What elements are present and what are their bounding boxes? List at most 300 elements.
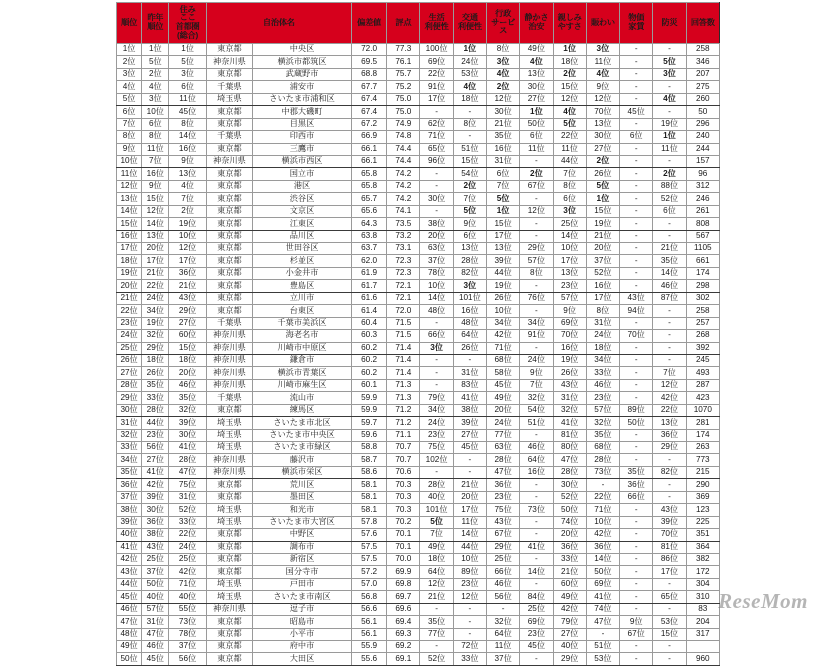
col-header-bustle: 賑わい — [586, 3, 619, 44]
table-row — [117, 292, 720, 304]
deviation-cell: 58.6 — [351, 466, 386, 478]
responses-cell: 1105 — [686, 243, 719, 255]
life-convenience-cell: 21位 — [420, 591, 453, 603]
score-cell: 71.3 — [387, 379, 420, 391]
prefecture-cell: 千葉県 — [206, 317, 252, 329]
prices-rent-cell: - — [620, 143, 653, 155]
table-row — [117, 616, 720, 628]
prefecture-cell: 東京都 — [206, 641, 252, 653]
deviation-cell: 56.8 — [351, 591, 386, 603]
life-convenience-cell: 3位 — [420, 342, 453, 354]
transport-cell: 33位 — [453, 653, 486, 665]
life-convenience-cell: 34位 — [420, 404, 453, 416]
sumikokochi-cell: 15位 — [169, 342, 206, 354]
admin-service-cell: 63位 — [487, 442, 520, 454]
rank-cell: 46位 — [117, 603, 142, 615]
prices-rent-cell: - — [620, 541, 653, 553]
rank-cell: 41位 — [117, 541, 142, 553]
prices-rent-cell: - — [620, 342, 653, 354]
quiet-safety-cell: - — [520, 516, 553, 528]
rank-cell: 7位 — [117, 118, 142, 130]
score-cell: 69.7 — [387, 591, 420, 603]
disaster-cell: 86位 — [653, 553, 686, 565]
city-cell: さいたま市中央区 — [253, 429, 352, 441]
friendliness-cell: 12位 — [553, 93, 586, 105]
disaster-cell: - — [653, 230, 686, 242]
life-convenience-cell: - — [420, 180, 453, 192]
responses-cell: 246 — [686, 193, 719, 205]
disaster-cell: 17位 — [653, 566, 686, 578]
score-cell: 69.6 — [387, 603, 420, 615]
life-convenience-cell: 65位 — [420, 143, 453, 155]
transport-cell: 48位 — [453, 317, 486, 329]
deviation-cell: 60.2 — [351, 354, 386, 366]
deviation-cell: 67.2 — [351, 118, 386, 130]
sumikokochi-cell: 52位 — [169, 504, 206, 516]
admin-service-cell: 26位 — [487, 292, 520, 304]
friendliness-cell: 1位 — [553, 44, 586, 56]
quiet-safety-cell: 4位 — [520, 56, 553, 68]
score-cell: 70.3 — [387, 479, 420, 491]
prices-rent-cell: 36位 — [620, 479, 653, 491]
prefecture-cell: 東京都 — [206, 193, 252, 205]
disaster-cell: 3位 — [653, 68, 686, 80]
bustle-cell: 23位 — [586, 392, 619, 404]
disaster-cell: 7位 — [653, 367, 686, 379]
responses-cell: 493 — [686, 367, 719, 379]
score-cell: 71.5 — [387, 330, 420, 342]
prices-rent-cell: - — [620, 155, 653, 167]
life-convenience-cell: 37位 — [420, 255, 453, 267]
friendliness-cell: 16位 — [553, 342, 586, 354]
rank-cell: 25位 — [117, 342, 142, 354]
friendliness-cell: 7位 — [553, 168, 586, 180]
bustle-cell: - — [586, 479, 619, 491]
city-cell: 和光市 — [253, 504, 352, 516]
prefecture-cell: 埼玉県 — [206, 442, 252, 454]
deviation-cell: 57.5 — [351, 541, 386, 553]
score-cell: 69.2 — [387, 641, 420, 653]
score-cell: 70.7 — [387, 454, 420, 466]
sumikokochi-cell: 8位 — [169, 118, 206, 130]
last-rank-cell: 44位 — [142, 417, 169, 429]
friendliness-cell: 33位 — [553, 553, 586, 565]
admin-service-cell: 12位 — [487, 93, 520, 105]
prices-rent-cell: - — [620, 641, 653, 653]
responses-cell: 258 — [686, 44, 719, 56]
prefecture-cell: 神奈川県 — [206, 342, 252, 354]
city-cell: 藤沢市 — [253, 454, 352, 466]
transport-cell: 17位 — [453, 504, 486, 516]
admin-service-cell: 1位 — [487, 205, 520, 217]
friendliness-cell: 25位 — [553, 218, 586, 230]
responses-cell: 364 — [686, 541, 719, 553]
sumikokochi-cell: 21位 — [169, 280, 206, 292]
disaster-cell: - — [653, 491, 686, 503]
rank-cell: 34位 — [117, 454, 142, 466]
deviation-cell: 60.3 — [351, 330, 386, 342]
life-convenience-cell: 30位 — [420, 193, 453, 205]
quiet-safety-cell: 23位 — [520, 628, 553, 640]
deviation-cell: 68.8 — [351, 68, 386, 80]
life-convenience-cell: 18位 — [420, 553, 453, 565]
table-row — [117, 541, 720, 553]
sumikokochi-cell: 71位 — [169, 578, 206, 590]
prefecture-cell: 東京都 — [206, 404, 252, 416]
bustle-cell: 5位 — [586, 180, 619, 192]
prices-rent-cell: - — [620, 392, 653, 404]
table-row — [117, 591, 720, 603]
sumikokochi-cell: 25位 — [169, 553, 206, 565]
disaster-cell: - — [653, 354, 686, 366]
score-cell: 75.0 — [387, 106, 420, 118]
life-convenience-cell: 91位 — [420, 81, 453, 93]
transport-cell: 10位 — [453, 553, 486, 565]
responses-cell: 661 — [686, 255, 719, 267]
rank-cell: 50位 — [117, 653, 142, 665]
prefecture-cell: 東京都 — [206, 541, 252, 553]
disaster-cell: 12位 — [653, 379, 686, 391]
transport-cell: - — [453, 354, 486, 366]
prefecture-cell: 東京都 — [206, 143, 252, 155]
quiet-safety-cell: 76位 — [520, 292, 553, 304]
bustle-cell: 70位 — [586, 106, 619, 118]
bustle-cell: 1位 — [586, 193, 619, 205]
quiet-safety-cell: 41位 — [520, 541, 553, 553]
transport-cell: 54位 — [453, 168, 486, 180]
prices-rent-cell: 43位 — [620, 292, 653, 304]
responses-cell: 773 — [686, 454, 719, 466]
bustle-cell: 2位 — [586, 155, 619, 167]
transport-cell: 26位 — [453, 342, 486, 354]
transport-cell: 24位 — [453, 56, 486, 68]
friendliness-cell: 3位 — [553, 205, 586, 217]
city-cell: 杉並区 — [253, 255, 352, 267]
friendliness-cell: 41位 — [553, 417, 586, 429]
responses-cell: 245 — [686, 354, 719, 366]
last-rank-cell: 27位 — [142, 454, 169, 466]
city-cell: 港区 — [253, 180, 352, 192]
prefecture-cell: 埼玉県 — [206, 578, 252, 590]
disaster-cell: 53位 — [653, 616, 686, 628]
last-rank-cell: 32位 — [142, 330, 169, 342]
quiet-safety-cell: 9位 — [520, 367, 553, 379]
admin-service-cell: 39位 — [487, 255, 520, 267]
responses-cell: 96 — [686, 168, 719, 180]
admin-service-cell: 30位 — [487, 106, 520, 118]
bustle-cell: 71位 — [586, 504, 619, 516]
last-rank-cell: 21位 — [142, 267, 169, 279]
last-rank-cell: 16位 — [142, 168, 169, 180]
table-row — [117, 417, 720, 429]
score-cell: 71.5 — [387, 317, 420, 329]
quiet-safety-cell: - — [520, 653, 553, 665]
quiet-safety-cell: - — [520, 578, 553, 590]
quiet-safety-cell: 50位 — [520, 118, 553, 130]
score-cell: 69.9 — [387, 566, 420, 578]
col-header-score: 評点 — [387, 3, 420, 44]
prices-rent-cell: - — [620, 280, 653, 292]
prices-rent-cell: - — [620, 442, 653, 454]
deviation-cell: 58.7 — [351, 454, 386, 466]
deviation-cell: 61.4 — [351, 305, 386, 317]
disaster-cell: 39位 — [653, 516, 686, 528]
life-convenience-cell: 10位 — [420, 280, 453, 292]
responses-cell: 310 — [686, 591, 719, 603]
sumikokochi-cell: 18位 — [169, 354, 206, 366]
quiet-safety-cell: 16位 — [520, 466, 553, 478]
last-rank-cell: 39位 — [142, 491, 169, 503]
disaster-cell: 22位 — [653, 404, 686, 416]
quiet-safety-cell: 64位 — [520, 454, 553, 466]
bustle-cell: 42位 — [586, 529, 619, 541]
deviation-cell: 63.8 — [351, 230, 386, 242]
life-convenience-cell: 38位 — [420, 218, 453, 230]
city-cell: 渋谷区 — [253, 193, 352, 205]
last-rank-cell: 40位 — [142, 591, 169, 603]
disaster-cell: 4位 — [653, 93, 686, 105]
transport-cell: 6位 — [453, 230, 486, 242]
col-header-life_convenience: 生活 利便性 — [420, 3, 453, 44]
table-row — [117, 267, 720, 279]
disaster-cell: - — [653, 578, 686, 590]
admin-service-cell: 66位 — [487, 566, 520, 578]
bustle-cell: 21位 — [586, 230, 619, 242]
prefecture-cell: 東京都 — [206, 491, 252, 503]
last-rank-cell: 35位 — [142, 379, 169, 391]
sumikokochi-cell: 32位 — [169, 404, 206, 416]
table-row — [117, 566, 720, 578]
transport-cell: - — [453, 603, 486, 615]
bustle-cell: 10位 — [586, 516, 619, 528]
responses-cell: 298 — [686, 280, 719, 292]
table-row — [117, 354, 720, 366]
transport-cell: - — [453, 466, 486, 478]
responses-cell: 312 — [686, 180, 719, 192]
admin-service-cell: 16位 — [487, 143, 520, 155]
disaster-cell: - — [653, 155, 686, 167]
admin-service-cell: 10位 — [487, 305, 520, 317]
transport-cell: 18位 — [453, 93, 486, 105]
col-header-last_year_rank: 昨年 順位 — [142, 3, 169, 44]
transport-cell: 64位 — [453, 330, 486, 342]
quiet-safety-cell: 84位 — [520, 591, 553, 603]
transport-cell: 53位 — [453, 68, 486, 80]
col-header-sumikokochi: 住み ここ 首都圏 (総合) — [169, 3, 206, 44]
life-convenience-cell: 28位 — [420, 479, 453, 491]
life-convenience-cell: 35位 — [420, 616, 453, 628]
bustle-cell: 37位 — [586, 255, 619, 267]
rank-cell: 38位 — [117, 504, 142, 516]
transport-cell: - — [453, 616, 486, 628]
transport-cell: 21位 — [453, 479, 486, 491]
last-rank-cell: 34位 — [142, 305, 169, 317]
table-row — [117, 180, 720, 192]
last-rank-cell: 17位 — [142, 255, 169, 267]
col-header-quiet_safety: 静かさ 治安 — [520, 3, 553, 44]
table-row — [117, 68, 720, 80]
rank-cell: 6位 — [117, 106, 142, 118]
friendliness-cell: 5位 — [553, 118, 586, 130]
city-cell: 鎌倉市 — [253, 354, 352, 366]
friendliness-cell: 32位 — [553, 404, 586, 416]
life-convenience-cell: - — [420, 317, 453, 329]
disaster-cell: 36位 — [653, 429, 686, 441]
friendliness-cell: 27位 — [553, 628, 586, 640]
admin-service-cell: 49位 — [487, 392, 520, 404]
deviation-cell: 60.1 — [351, 379, 386, 391]
bustle-cell: 11位 — [586, 56, 619, 68]
score-cell: 75.0 — [387, 93, 420, 105]
prices-rent-cell: - — [620, 118, 653, 130]
quiet-safety-cell: 7位 — [520, 379, 553, 391]
table-row — [117, 317, 720, 329]
friendliness-cell: 14位 — [553, 230, 586, 242]
city-cell: 新宿区 — [253, 553, 352, 565]
score-cell: 74.1 — [387, 205, 420, 217]
responses-cell: 83 — [686, 603, 719, 615]
last-rank-cell: 12位 — [142, 205, 169, 217]
rank-cell: 17位 — [117, 243, 142, 255]
bustle-cell: 69位 — [586, 578, 619, 590]
prefecture-cell: 神奈川県 — [206, 56, 252, 68]
last-rank-cell: 29位 — [142, 342, 169, 354]
city-cell: 世田谷区 — [253, 243, 352, 255]
quiet-safety-cell: - — [520, 218, 553, 230]
friendliness-cell: 60位 — [553, 578, 586, 590]
prefecture-cell: 埼玉県 — [206, 516, 252, 528]
deviation-cell: 57.2 — [351, 566, 386, 578]
last-rank-cell: 23位 — [142, 429, 169, 441]
admin-service-cell: 7位 — [487, 180, 520, 192]
deviation-cell: 58.1 — [351, 504, 386, 516]
score-cell: 75.2 — [387, 81, 420, 93]
rank-cell: 47位 — [117, 616, 142, 628]
responses-cell: 257 — [686, 317, 719, 329]
admin-service-cell: 43位 — [487, 516, 520, 528]
ranking-table — [116, 2, 720, 666]
deviation-cell: 55.9 — [351, 641, 386, 653]
transport-cell: 8位 — [453, 118, 486, 130]
score-cell: 72.0 — [387, 305, 420, 317]
table-row — [117, 404, 720, 416]
quiet-safety-cell: - — [520, 230, 553, 242]
city-cell: 逗子市 — [253, 603, 352, 615]
prices-rent-cell: - — [620, 81, 653, 93]
rank-cell: 27位 — [117, 367, 142, 379]
score-cell: 72.1 — [387, 292, 420, 304]
score-cell: 72.3 — [387, 267, 420, 279]
table-row — [117, 131, 720, 143]
col-header-disaster: 防災 — [653, 3, 686, 44]
last-rank-cell: 42位 — [142, 479, 169, 491]
score-cell: 74.2 — [387, 168, 420, 180]
deviation-cell: 61.9 — [351, 267, 386, 279]
life-convenience-cell: 12位 — [420, 578, 453, 590]
admin-service-cell: 34位 — [487, 317, 520, 329]
disaster-cell: 43位 — [653, 504, 686, 516]
table-row — [117, 454, 720, 466]
life-convenience-cell: - — [420, 603, 453, 615]
friendliness-cell: 50位 — [553, 504, 586, 516]
life-convenience-cell: 79位 — [420, 392, 453, 404]
bustle-cell: 26位 — [586, 168, 619, 180]
friendliness-cell: 8位 — [553, 180, 586, 192]
prefecture-cell: 神奈川県 — [206, 330, 252, 342]
city-cell: 品川区 — [253, 230, 352, 242]
last-rank-cell: 13位 — [142, 230, 169, 242]
prices-rent-cell: - — [620, 168, 653, 180]
score-cell: 74.2 — [387, 193, 420, 205]
admin-service-cell: 45位 — [487, 379, 520, 391]
responses-cell: 244 — [686, 143, 719, 155]
last-rank-cell: 8位 — [142, 131, 169, 143]
friendliness-cell: 80位 — [553, 442, 586, 454]
deviation-cell: 66.9 — [351, 131, 386, 143]
deviation-cell: 72.0 — [351, 44, 386, 56]
deviation-cell: 63.7 — [351, 243, 386, 255]
friendliness-cell: 70位 — [553, 330, 586, 342]
disaster-cell: 5位 — [653, 56, 686, 68]
rank-cell: 45位 — [117, 591, 142, 603]
rank-cell: 23位 — [117, 317, 142, 329]
life-convenience-cell: 62位 — [420, 118, 453, 130]
last-rank-cell: 46位 — [142, 641, 169, 653]
rank-cell: 29位 — [117, 392, 142, 404]
city-cell: 千葉市美浜区 — [253, 317, 352, 329]
deviation-cell: 59.9 — [351, 404, 386, 416]
admin-service-cell: 3位 — [487, 56, 520, 68]
prefecture-cell: 神奈川県 — [206, 466, 252, 478]
prefecture-cell: 東京都 — [206, 230, 252, 242]
prices-rent-cell: 6位 — [620, 131, 653, 143]
sumikokochi-cell: 16位 — [169, 143, 206, 155]
rank-cell: 14位 — [117, 205, 142, 217]
city-cell: 武蔵野市 — [253, 68, 352, 80]
disaster-cell: 65位 — [653, 591, 686, 603]
life-convenience-cell: 77位 — [420, 628, 453, 640]
life-convenience-cell: - — [420, 168, 453, 180]
transport-cell: - — [453, 628, 486, 640]
quiet-safety-cell: 14位 — [520, 566, 553, 578]
prices-rent-cell: 9位 — [620, 616, 653, 628]
life-convenience-cell: - — [420, 106, 453, 118]
bustle-cell: 36位 — [586, 541, 619, 553]
life-convenience-cell: 66位 — [420, 330, 453, 342]
bustle-cell: 31位 — [586, 317, 619, 329]
deviation-cell: 57.6 — [351, 529, 386, 541]
responses-cell: 567 — [686, 230, 719, 242]
bustle-cell: 9位 — [586, 81, 619, 93]
prices-rent-cell: - — [620, 504, 653, 516]
life-convenience-cell: 69位 — [420, 56, 453, 68]
transport-cell: 51位 — [453, 143, 486, 155]
table-row — [117, 305, 720, 317]
transport-cell: 1位 — [453, 44, 486, 56]
responses-cell: 268 — [686, 330, 719, 342]
sumikokochi-cell: 19位 — [169, 218, 206, 230]
last-rank-cell: 37位 — [142, 566, 169, 578]
admin-service-cell: 28位 — [487, 454, 520, 466]
rank-cell: 43位 — [117, 566, 142, 578]
prices-rent-cell: 45位 — [620, 106, 653, 118]
prefecture-cell: 神奈川県 — [206, 379, 252, 391]
disaster-cell: 29位 — [653, 442, 686, 454]
prices-rent-cell: - — [620, 529, 653, 541]
city-cell: 目黒区 — [253, 118, 352, 130]
life-convenience-cell: 71位 — [420, 131, 453, 143]
life-convenience-cell: - — [420, 205, 453, 217]
